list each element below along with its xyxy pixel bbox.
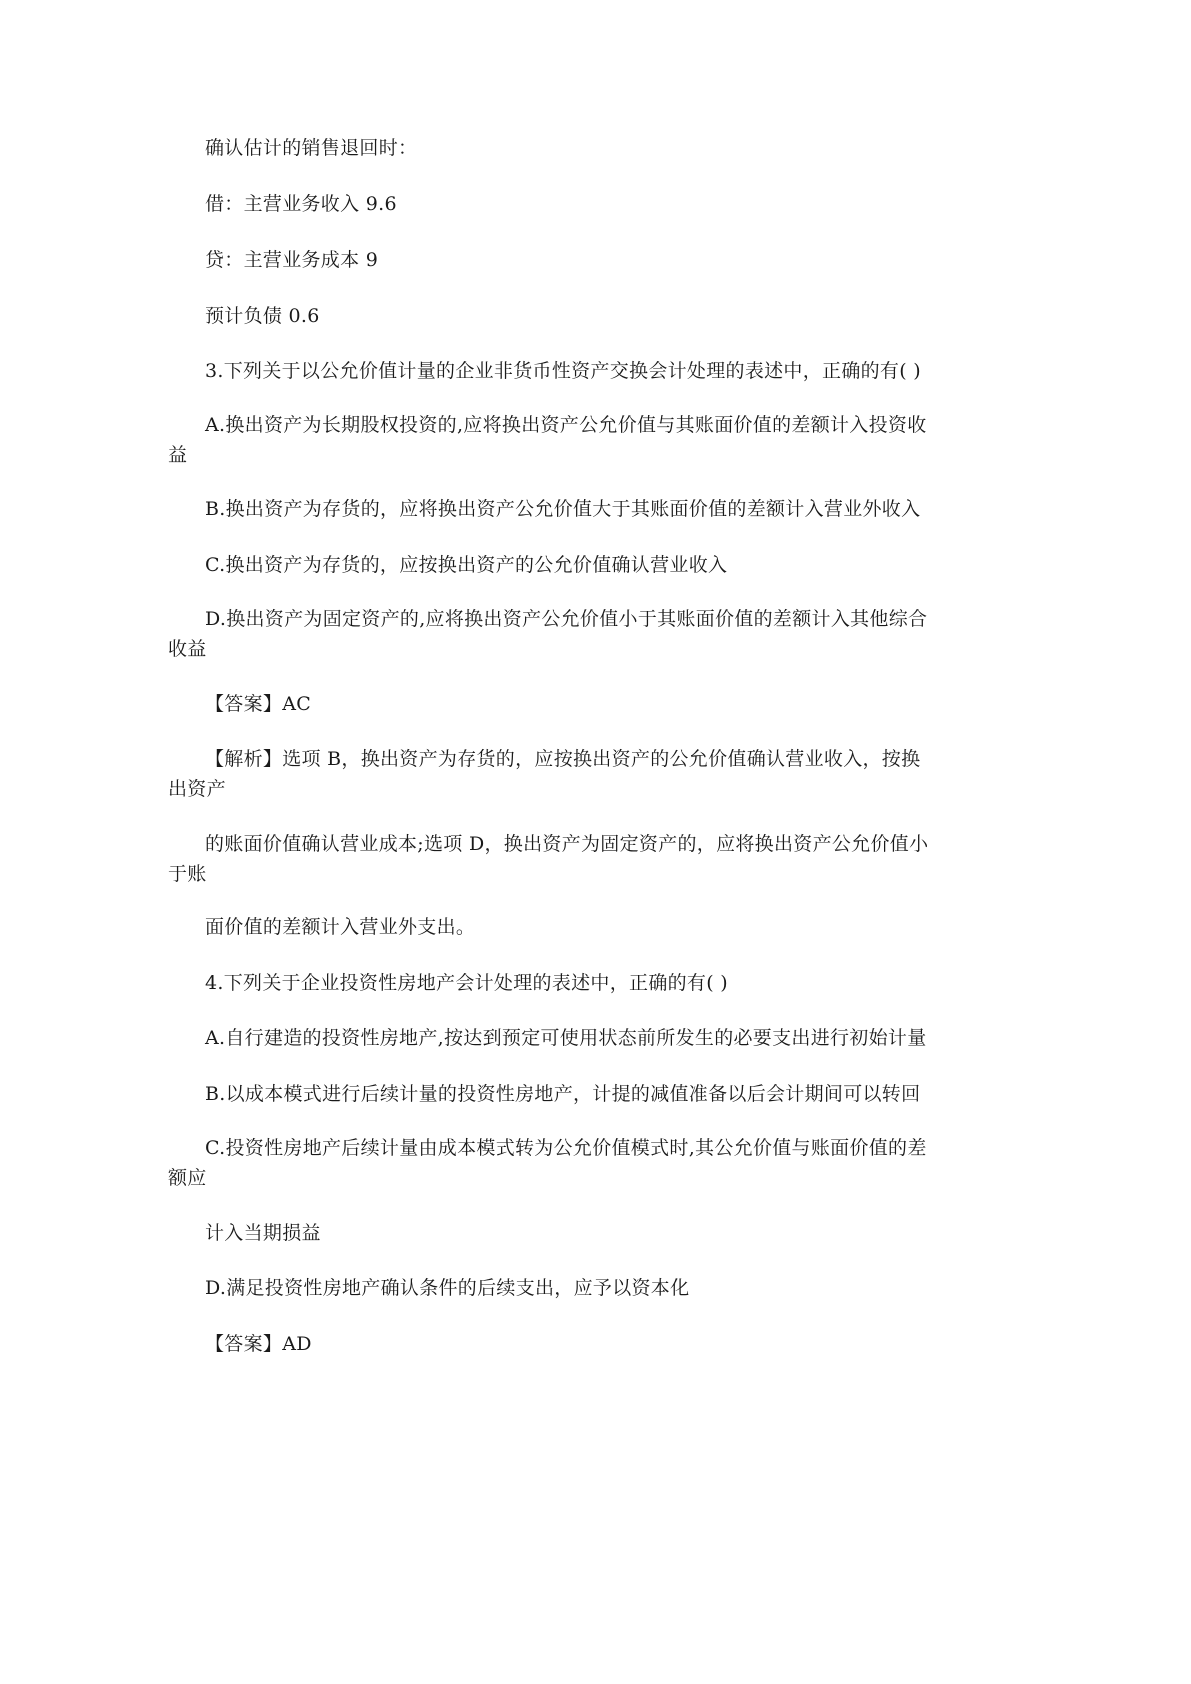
question-4-option-b: B.以成本模式进行后续计量的投资性房地产，计提的减值准备以后会计期间可以转回 bbox=[205, 1083, 921, 1105]
text-line-confirm-return: 确认估计的销售退回时： bbox=[205, 137, 418, 159]
question-4-answer: 【答案】AD bbox=[205, 1333, 312, 1355]
question-3-answer: 【答案】AC bbox=[205, 693, 312, 715]
question-3-explanation-2 bbox=[168, 829, 928, 889]
question-3-explanation-1 bbox=[168, 744, 920, 804]
explanation-1-line-1: 【解析】选项 B，换出资产为存货的，应按换出资产的公允价值确认营业收入，按换 bbox=[205, 748, 921, 770]
text-line-debit: 借：主营业务收入 9.6 bbox=[205, 193, 397, 215]
question-3-option-a bbox=[168, 410, 927, 470]
option-d-line-1: D.换出资产为固定资产的,应将换出资产公允价值小于其账面价值的差额计入其他综合 bbox=[205, 608, 928, 630]
text-line-provision: 预计负债 0.6 bbox=[205, 305, 320, 327]
option-c-line-2: 额应 bbox=[168, 1167, 207, 1189]
explanation-1-line-2: 出资产 bbox=[168, 778, 226, 800]
option-a-line-1: A.换出资产为长期股权投资的,应将换出资产公允价值与其账面价值的差额计入投资收 bbox=[205, 414, 927, 436]
option-c-line-1: C.投资性房地产后续计量由成本模式转为公允价值模式时,其公允价值与账面价值的差 bbox=[205, 1137, 927, 1159]
explanation-2-line-1: 的账面价值确认营业成本;选项 D，换出资产为固定资产的，应将换出资产公允价值小 bbox=[205, 833, 929, 855]
question-3-explanation-3: 面价值的差额计入营业外支出。 bbox=[205, 916, 476, 938]
question-4-stem: 4.下列关于企业投资性房地产会计处理的表述中，正确的有( ) bbox=[205, 972, 728, 994]
text-line-credit: 贷：主营业务成本 9 bbox=[205, 249, 379, 271]
question-4-option-a: A.自行建造的投资性房地产,按达到预定可使用状态前所发生的必要支出进行初始计量 bbox=[205, 1027, 927, 1049]
question-3-stem: 3.下列关于以公允价值计量的企业非货币性资产交换会计处理的表述中，正确的有( ) bbox=[205, 360, 921, 382]
question-3-option-c: C.换出资产为存货的，应按换出资产的公允价值确认营业收入 bbox=[205, 554, 728, 576]
question-3-option-b: B.换出资产为存货的，应将换出资产公允价值大于其账面价值的差额计入营业外收入 bbox=[205, 498, 921, 520]
option-a-line-2: 益 bbox=[168, 444, 188, 466]
question-4-option-c-cont: 计入当期损益 bbox=[205, 1222, 321, 1244]
option-d-line-2: 收益 bbox=[168, 638, 207, 660]
explanation-2-line-2: 于账 bbox=[168, 863, 207, 885]
question-3-option-d bbox=[168, 604, 927, 664]
question-4-option-d: D.满足投资性房地产确认条件的后续支出，应予以资本化 bbox=[205, 1277, 690, 1299]
question-4-option-c bbox=[168, 1133, 927, 1193]
